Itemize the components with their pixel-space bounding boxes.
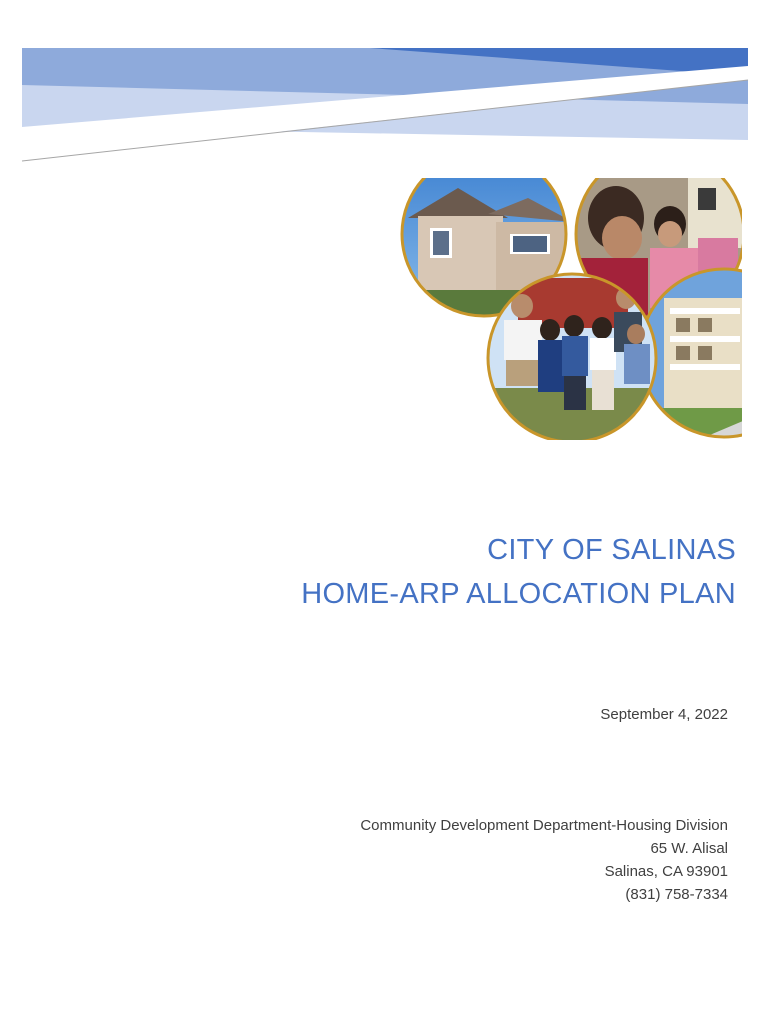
address-block — [360, 814, 728, 906]
street-address: 65 W. Alisal — [650, 840, 728, 857]
photo-collage — [398, 178, 750, 440]
city-state-zip: Salinas, CA 93901 — [604, 863, 728, 880]
document-date: September 4, 2022 — [600, 706, 728, 723]
phone-number: (831) 758-7334 — [625, 886, 728, 903]
header-banner — [0, 0, 770, 180]
title-line-city: CITY OF SALINAS — [487, 534, 736, 566]
title-line-plan: HOME-ARP ALLOCATION PLAN — [301, 578, 736, 610]
department-name: Community Development Department-Housing Division — [360, 817, 728, 834]
document-title — [301, 528, 736, 616]
